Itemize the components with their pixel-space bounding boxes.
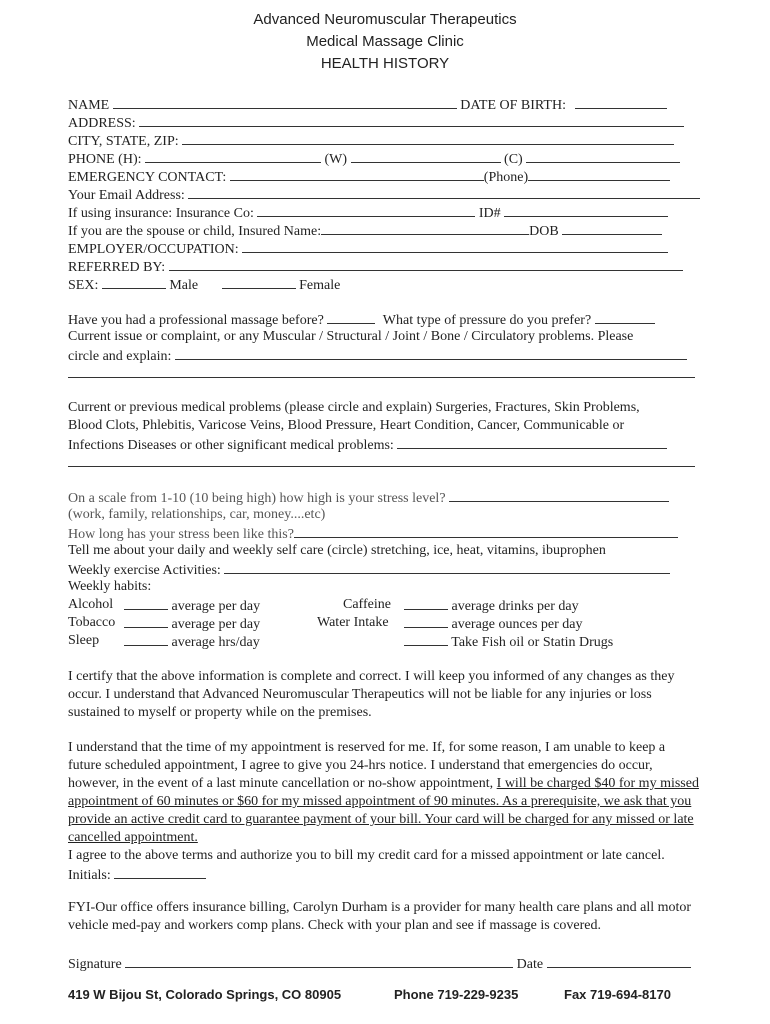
stress-label: On a scale from 1-10 (10 being high) how high is your stress level? <box>68 491 446 506</box>
clinic-name: Advanced Neuromuscular Therapeutics <box>253 11 517 28</box>
complaint-field-2[interactable] <box>68 364 695 378</box>
signature-row <box>68 954 691 974</box>
caffeine-label: Caffeine <box>343 597 391 612</box>
male-label: Male <box>169 278 199 293</box>
pressure-question: What type of pressure do you prefer? <box>382 313 592 328</box>
clinic-subtitle: Medical Massage Clinic <box>306 33 464 50</box>
form-title: HEALTH HISTORY <box>320 55 450 72</box>
date-label: Date <box>516 957 544 972</box>
insurance-row <box>68 203 668 223</box>
complaint-row-2 <box>68 364 695 384</box>
alcohol-label: Alcohol <box>68 597 114 612</box>
caffeine-field[interactable] <box>404 596 448 610</box>
sleep-field[interactable] <box>124 632 168 646</box>
footer-address: 419 W Bijou St, Colorado Springs, CO 80905 <box>68 987 342 1002</box>
medical-label: Infections Diseases or other significant medical problems: <box>68 438 394 453</box>
water-unit: average ounces per day <box>451 617 583 632</box>
employer-row <box>68 239 668 259</box>
email-row <box>68 185 700 205</box>
sleep-label: Sleep <box>68 633 100 648</box>
emergency-label: EMERGENCY CONTACT: <box>68 170 227 185</box>
medical-row-2 <box>68 453 695 473</box>
caffeine-entry <box>404 596 579 616</box>
email-label: Your Email Address: <box>68 188 185 203</box>
emergency-phone-label: (Phone) <box>483 170 529 185</box>
phone-work-field[interactable] <box>351 149 501 163</box>
signature-label: Signature <box>68 957 122 972</box>
emergency-phone-field[interactable] <box>528 167 670 181</box>
dob-label: DATE OF BIRTH: <box>460 98 566 113</box>
complaint-row <box>68 346 687 366</box>
name-field[interactable] <box>113 95 457 109</box>
name-row <box>68 95 667 115</box>
phone-home-field[interactable] <box>145 149 321 163</box>
form-header <box>0 9 770 75</box>
policy-agree-text: I agree to the above terms and authorize you to bill my credit card for a missed appointment or late cancel. Initials: <box>68 848 665 883</box>
phone-row <box>68 149 680 169</box>
phone-cell-field[interactable] <box>526 149 680 163</box>
massage-field[interactable] <box>327 310 375 324</box>
email-field[interactable] <box>188 185 700 199</box>
alcohol-field[interactable] <box>124 596 168 610</box>
employer-field[interactable] <box>242 239 668 253</box>
caffeine-unit: average drinks per day <box>451 599 579 614</box>
policy-paragraph <box>68 739 700 885</box>
alcohol-entry <box>124 596 260 616</box>
water-entry <box>404 614 582 634</box>
id-field[interactable] <box>504 203 668 217</box>
certify-paragraph: I certify that the above information is complete and correct. I will keep you informed of any changes as they occur. I understand that Advanced Neuromuscular Therapeutics will not be liable for any injuries or loss sustained to myself or property while on the premises. <box>68 669 675 720</box>
city-field[interactable] <box>182 131 674 145</box>
city-row <box>68 131 674 151</box>
female-field[interactable] <box>222 275 296 289</box>
phone-cell-label: (C) <box>504 152 523 167</box>
address-row <box>68 113 684 133</box>
medical-row <box>68 435 667 455</box>
initials-field[interactable] <box>114 865 206 879</box>
habits-heading: Weekly habits: <box>68 579 152 594</box>
tobacco-label: Tobacco <box>68 615 116 630</box>
spouse-dob-label: DOB <box>529 224 559 239</box>
water-field[interactable] <box>404 614 448 628</box>
spouse-dob-field[interactable] <box>562 221 662 235</box>
stress-duration-label: How long has your stress been like this? <box>68 527 294 542</box>
stress-duration-row <box>68 524 678 544</box>
sex-label: SEX: <box>68 278 99 293</box>
address-field[interactable] <box>139 113 684 127</box>
spouse-row <box>68 221 662 241</box>
medical-field[interactable] <box>397 435 667 449</box>
fyi-paragraph: FYI-Our office offers insurance billing, Carolyn Durham is a provider for many health care plans and all motor vehicle med-pay and workers comp plans. Check with your plan and see if massage is covered. <box>68 900 692 933</box>
tobacco-entry <box>124 614 260 634</box>
exercise-label: Weekly exercise Activities: <box>68 563 221 578</box>
referred-label: REFERRED BY: <box>68 260 166 275</box>
habit-alcohol-row <box>68 596 113 614</box>
medical-text-2: Blood Clots, Phlebitis, Varicose Veins, Blood Pressure, Heart Condition, Cancer, Communicable or <box>68 418 625 433</box>
stress-duration-field[interactable] <box>294 524 678 538</box>
medical-text-1: Current or previous medical problems (please circle and explain) Surgeries, Fractures, Skin Problems, <box>68 400 640 415</box>
female-label: Female <box>299 278 341 293</box>
city-label: CITY, STATE, ZIP: <box>68 134 179 149</box>
complaint-label: circle and explain: <box>68 349 172 364</box>
phone-work-label: (W) <box>324 152 348 167</box>
self-care-text: Tell me about your daily and weekly self care (circle) stretching, ice, heat, vitamins, ibuprophen <box>68 543 606 558</box>
referred-field[interactable] <box>169 257 683 271</box>
stress-row <box>68 488 669 508</box>
exercise-row <box>68 560 670 580</box>
policy-text: I understand that the time of my appointment is reserved for me. If, for some reason, I am unable to keep a future scheduled appointment, I agree to give you 24-hrs notice. I understand that emergencies do occur, however, in the event of a last minute cancellation or no-show appointment, <box>68 740 666 791</box>
tobacco-field[interactable] <box>124 614 168 628</box>
pressure-field[interactable] <box>595 310 655 324</box>
complaint-field[interactable] <box>175 346 687 360</box>
insurance-label: If using insurance: Insurance Co: <box>68 206 254 221</box>
spouse-field[interactable] <box>321 221 529 235</box>
emergency-field[interactable] <box>230 167 484 181</box>
dob-field[interactable] <box>575 95 667 109</box>
footer-fax: Fax 719-694-8170 <box>564 987 671 1002</box>
date-field[interactable] <box>547 954 691 968</box>
massage-question: Have you had a professional massage before? <box>68 313 324 328</box>
fish-oil-field[interactable] <box>404 632 448 646</box>
employer-label: EMPLOYER/OCCUPATION: <box>68 242 239 257</box>
fish-oil-entry <box>404 632 613 652</box>
id-label: ID# <box>478 206 501 221</box>
tobacco-unit: average per day <box>171 617 261 632</box>
spouse-label: If you are the spouse or child, Insured Name: <box>68 224 322 239</box>
complaint-text: Current issue or complaint, or any Muscular / Structural / Joint / Bone / Circulatory problems. Please <box>68 329 634 344</box>
stress-field[interactable] <box>449 488 669 502</box>
sleep-entry <box>124 632 260 652</box>
phone-home-label: PHONE (H): <box>68 152 142 167</box>
emergency-row <box>68 167 670 187</box>
fish-oil-label: Take Fish oil or Statin Drugs <box>451 635 614 650</box>
stress-examples: (work, family, relationships, car, money....etc) <box>68 507 326 522</box>
signature-field[interactable] <box>125 954 513 968</box>
male-field[interactable] <box>102 275 166 289</box>
sleep-unit: average hrs/day <box>171 635 260 650</box>
insurance-field[interactable] <box>257 203 475 217</box>
policy-charge-text: I will be charged $40 for my missed appointment of 60 minutes or $60 for my missed appointment of 90 minutes. As a prerequisite, we ask that you provide an active credit card to guarantee payment of your bill. Your card will be charged for any missed or late cancelled appointment. <box>68 776 699 845</box>
exercise-field[interactable] <box>224 560 670 574</box>
water-label: Water Intake <box>317 615 389 630</box>
sex-row <box>68 275 340 295</box>
name-label: NAME <box>68 98 110 113</box>
alcohol-unit: average per day <box>171 599 261 614</box>
medical-field-2[interactable] <box>68 453 695 467</box>
footer-phone: Phone 719-229-9235 <box>394 987 519 1002</box>
referred-row <box>68 257 683 277</box>
massage-row <box>68 310 655 330</box>
address-label: ADDRESS: <box>68 116 136 131</box>
